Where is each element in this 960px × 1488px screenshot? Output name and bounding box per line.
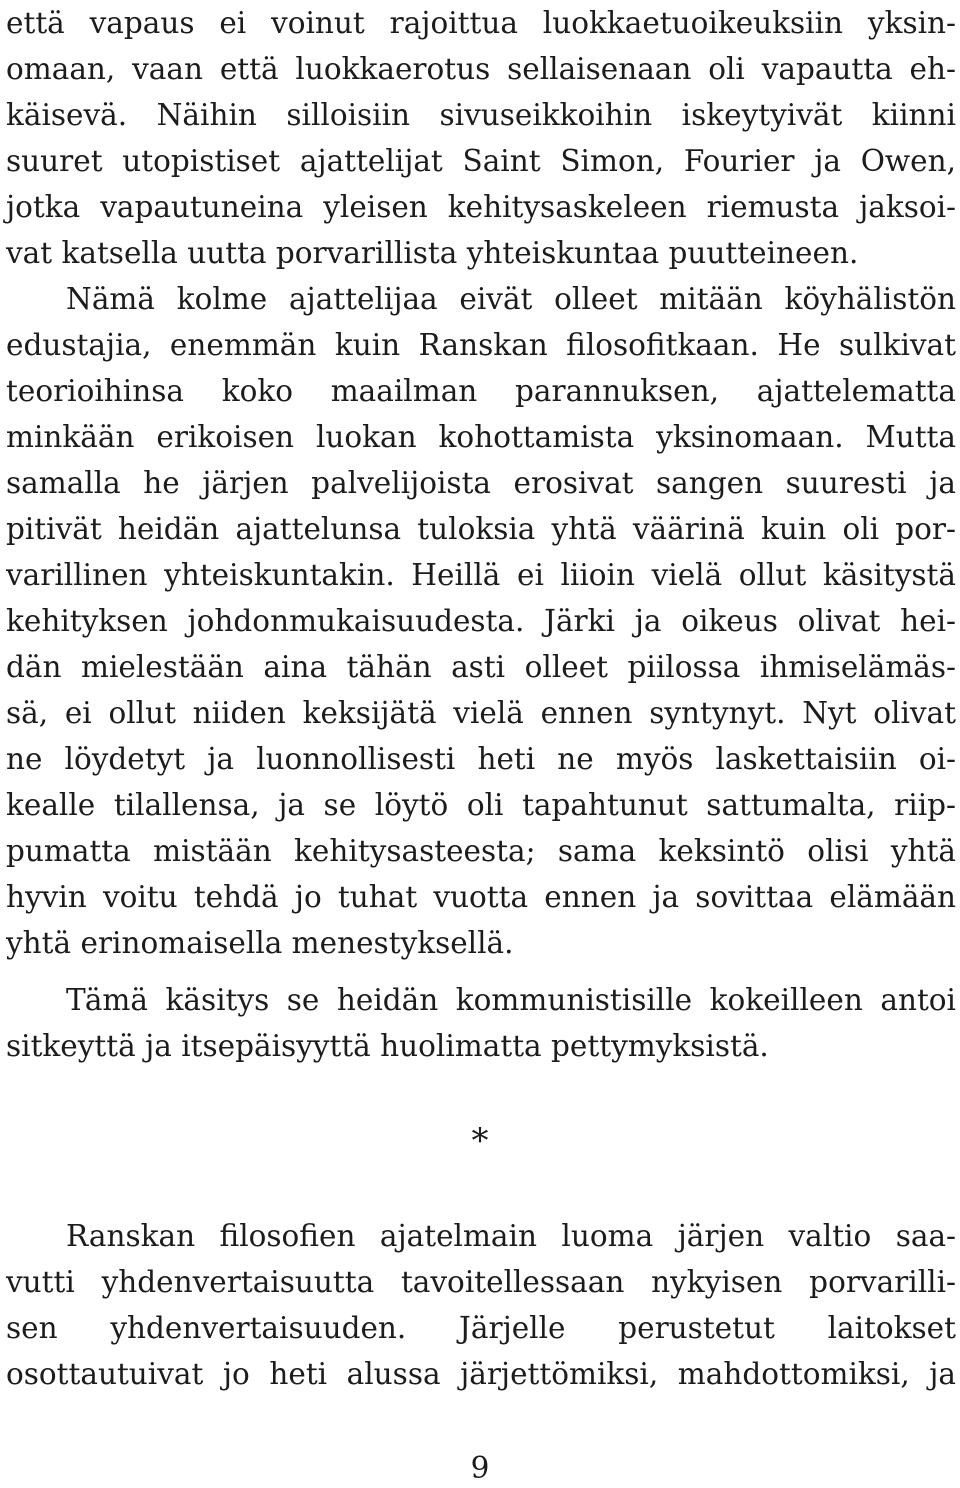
- text-line: Ranskan filosofien ajatelmain luoma järjen valtio saa-: [66, 1219, 956, 1253]
- text-line: varillinen yhteiskuntakin. Heillä ei liioin vielä ollut käsitystä: [6, 558, 956, 592]
- text-line: dän mielestään aina tähän asti olleet piilossa ihmiselämäs-: [6, 650, 956, 684]
- text-line: osottautuivat jo heti alussa järjettömiksi, mahdottomiksi, ja: [6, 1357, 956, 1391]
- text-line: käisevä. Näihin silloisiin sivuseikkoihin iskeytyivät kiinni: [6, 98, 956, 132]
- text-line: yhtä erinomaisella menestyksellä.: [6, 926, 514, 960]
- text-line: ne löydetyt ja luonnollisesti heti ne myös laskettaisiin oi-: [6, 742, 956, 776]
- text-line: Nämä kolme ajattelijaa eivät olleet mitään köyhälistön: [66, 282, 956, 316]
- page-number: 9: [470, 1451, 490, 1485]
- text-line: sitkeyttä ja itsepäisyyttä huolimatta pettymyksistä.: [6, 1029, 769, 1063]
- text-line: teorioihinsa koko maailman parannuksen, ajattelematta: [6, 374, 956, 408]
- text-line: edustajia, enemmän kuin Ranskan filosofitkaan. He sulkivat: [6, 328, 956, 362]
- text-line: sä, ei ollut niiden keksijätä vielä ennen syntynyt. Nyt olivat: [6, 696, 956, 730]
- text-line: sen yhdenvertaisuuden. Järjelle perustetut laitokset: [6, 1311, 956, 1345]
- text-line: vutti yhdenvertaisuutta tavoitellessaan nykyisen porvarilli-: [6, 1265, 956, 1299]
- text-line: minkään erikoisen luokan kohottamista yksinomaan. Mutta: [6, 420, 956, 454]
- section-separator: *: [471, 1121, 489, 1161]
- text-line: omaan, vaan että luokkaerotus sellaisenaan oli vapautta eh-: [6, 52, 956, 86]
- text-line: kealle tilallensa, ja se löytö oli tapahtunut sattumalta, riip-: [6, 788, 956, 822]
- text-line: kehityksen johdonmukaisuudesta. Järki ja oikeus olivat hei-: [6, 604, 956, 638]
- text-line: samalla he järjen palvelijoista erosivat sangen suuresti ja: [6, 466, 956, 500]
- text-line: hyvin voitu tehdä jo tuhat vuotta ennen ja sovittaa elämään: [6, 880, 956, 914]
- text-line: jotka vapautuneina yleisen kehitysaskeleen riemusta jaksoi-: [6, 190, 956, 224]
- text-line: pumatta mistään kehitysasteesta; sama keksintö olisi yhtä: [6, 834, 956, 868]
- text-line: että vapaus ei voinut rajoittua luokkaetuoikeuksiin yksin-: [6, 6, 956, 40]
- text-line: vat katsella uutta porvarillista yhteiskuntaa puutteineen.: [6, 236, 859, 270]
- text-line: pitivät heidän ajattelunsa tuloksia yhtä väärinä kuin oli por-: [6, 512, 956, 546]
- text-line: Tämä käsitys se heidän kommunistisille kokeilleen antoi: [66, 983, 956, 1017]
- text-line: suuret utopistiset ajattelijat Saint Simon, Fourier ja Owen,: [6, 144, 956, 178]
